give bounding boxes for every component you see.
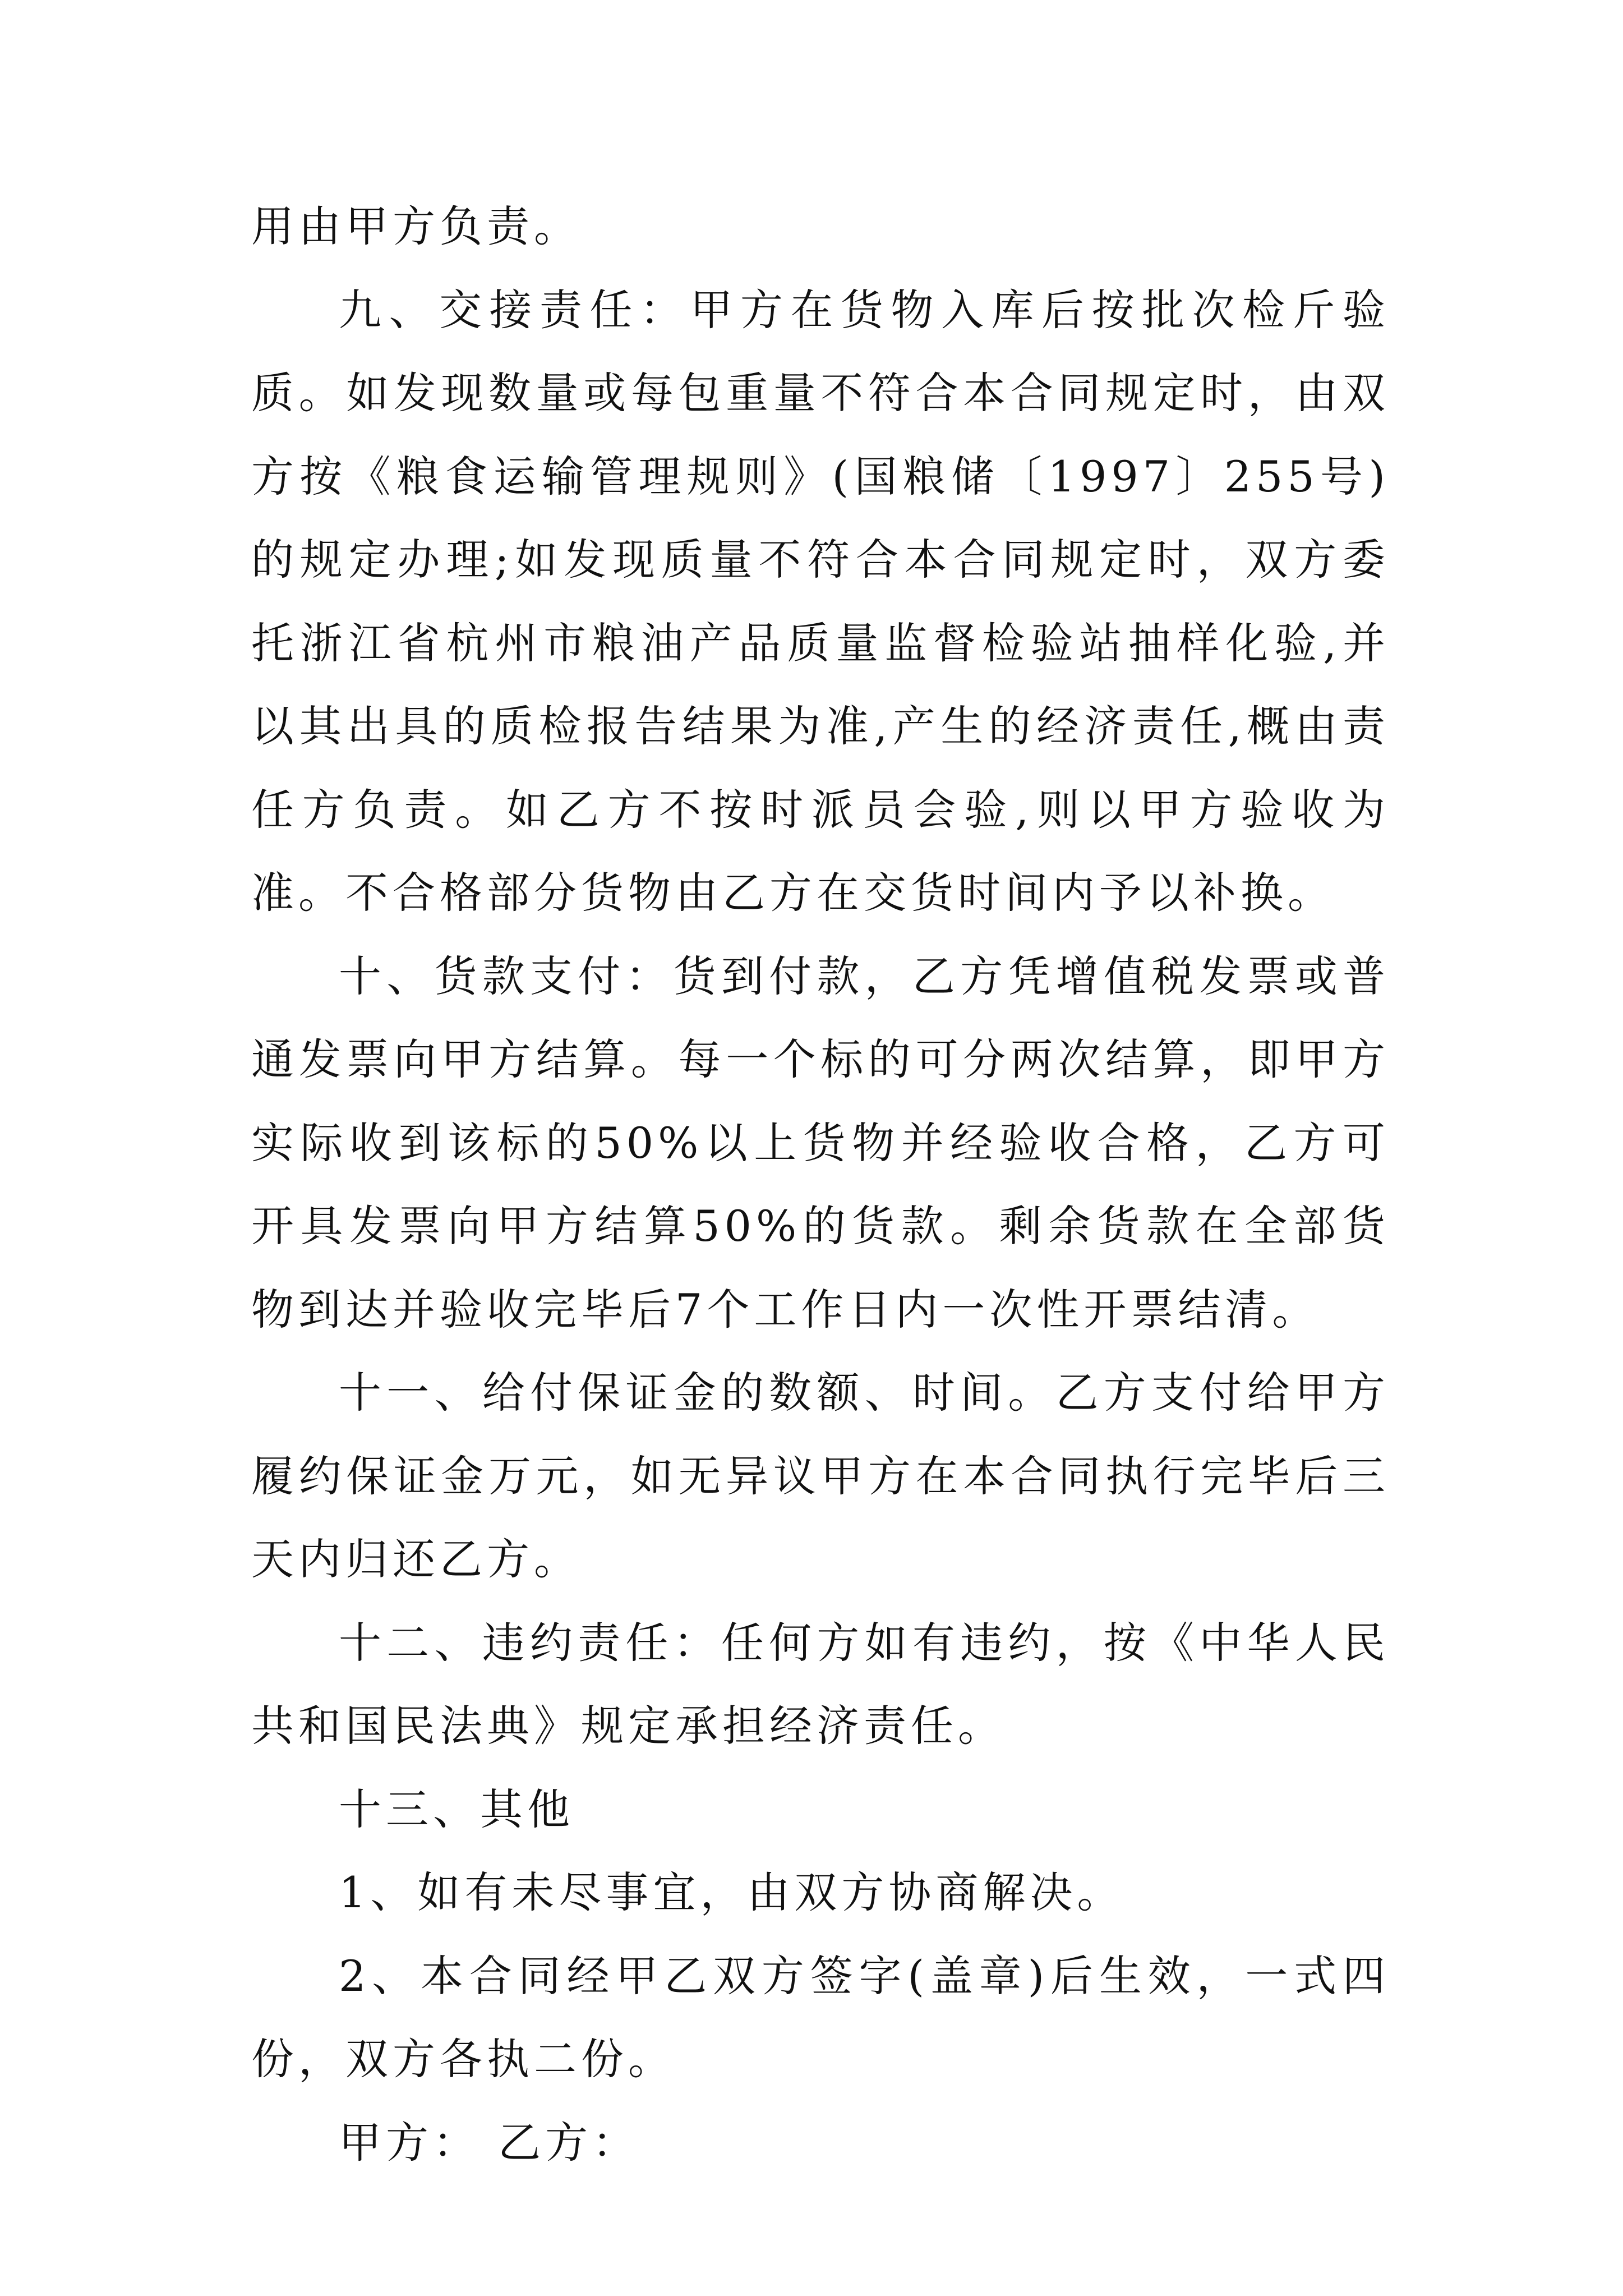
paragraph-payment: 十、货款支付：货到付款，乙方凭增值税发票或普通发票向甲方结算。每一个标的可分两次结算，即甲方实际收到该标的50%以上货物并经验收合格，乙方可开具发票向甲方结算50%的货款。剩余货款在全部货物到达并验收完毕后7个工作日内一次性开票结清。 [251, 951, 1390, 1335]
paragraph-continuation: 用由甲方负责。 [251, 201, 581, 251]
paragraph-other-heading: 十三、其他 [339, 1784, 574, 1834]
paragraph-breach-liability: 十二、违约责任：任何方如有违约，按《中华人民共和国民法典》规定承担经济责任。 [251, 1617, 1390, 1751]
paragraph-signatories: 甲方： 乙方： [339, 2117, 640, 2168]
paragraph-other-item-2: 2、本合同经甲乙双方签字(盖章)后生效，一式四份，双方各执二份。 [251, 1950, 1390, 2084]
contract-body [251, 185, 1390, 2184]
paragraph-other-item-1: 1、如有未尽事宜，由双方协商解决。 [339, 1867, 1124, 1917]
paragraph-deposit: 十一、给付保证金的数额、时间。乙方支付给甲方履约保证金万元，如无异议甲方在本合同执行完毕后三天内归还乙方。 [251, 1368, 1390, 1584]
paragraph-handover-responsibility: 九、交接责任：甲方在货物入库后按批次检斤验质。如发现数量或每包重量不符合本合同规定时，由双方按《粮食运输管理规则》(国粮储〔1997〕255号)的规定办理;如发现质量不符合本合同规定时，双方委托浙江省杭州市粮油产品质量监督检验站抽样化验,并以其出具的质检报告结果为准,产生的经济责任,概由责任方负责。如乙方不按时派员会验,则以甲方验收为准。不合格部分货物由乙方在交货时间内予以补换。 [251, 284, 1390, 918]
